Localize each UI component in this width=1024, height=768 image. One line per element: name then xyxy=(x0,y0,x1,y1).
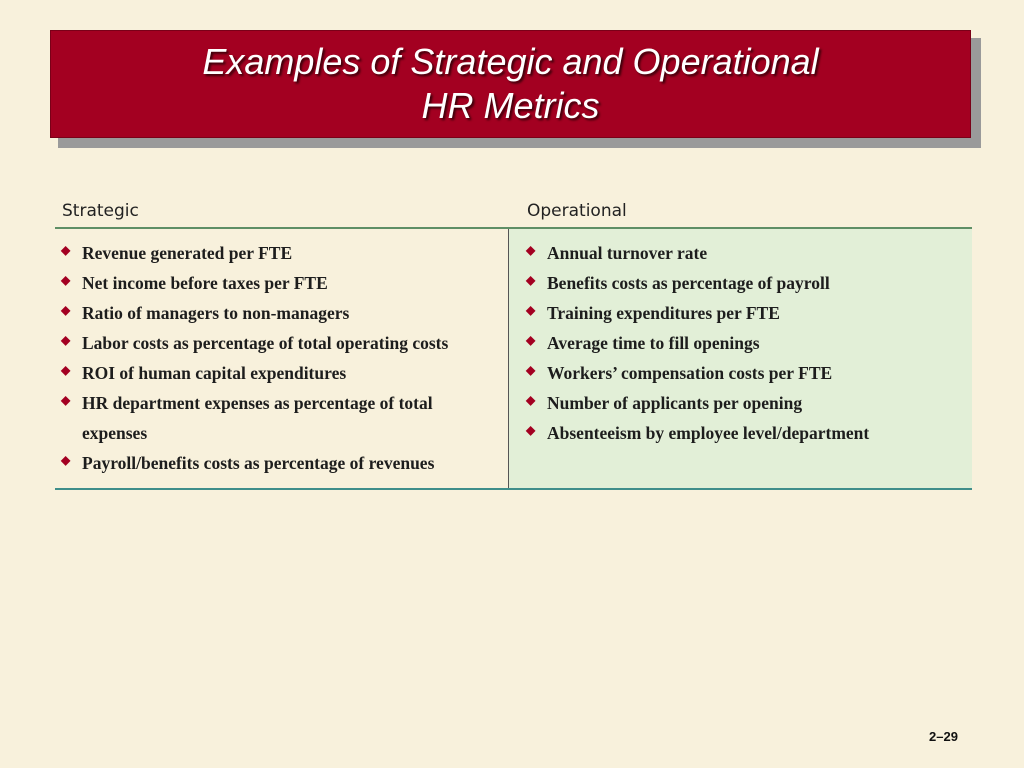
diamond-bullet-icon: ◆ xyxy=(61,363,71,377)
metrics-table xyxy=(55,193,972,490)
list-item xyxy=(526,418,972,448)
diamond-bullet-icon: ◆ xyxy=(61,333,71,347)
diamond-bullet-icon: ◆ xyxy=(526,333,536,347)
list-item xyxy=(526,358,972,388)
title-banner xyxy=(50,30,971,138)
operational-header: Operational xyxy=(527,201,627,221)
operational-list xyxy=(526,238,972,448)
list-item-text: Labor costs as percentage of total operating costs xyxy=(82,333,449,353)
slide-title-line-2: HR Metrics xyxy=(421,85,600,126)
list-item xyxy=(61,358,508,388)
diamond-bullet-icon: ◆ xyxy=(526,393,536,407)
list-item-text: HR department expenses as percentage of total expenses xyxy=(82,393,433,443)
list-item xyxy=(61,298,508,328)
diamond-bullet-icon: ◆ xyxy=(526,303,536,317)
list-item xyxy=(61,328,508,358)
diamond-bullet-icon: ◆ xyxy=(526,363,536,377)
list-item xyxy=(526,298,972,328)
list-item-text: Benefits costs as percentage of payroll xyxy=(547,273,830,293)
strategic-column xyxy=(55,229,509,488)
list-item-text: Absenteeism by employee level/department xyxy=(547,423,870,443)
list-item-text: Average time to fill openings xyxy=(547,333,760,353)
diamond-bullet-icon: ◆ xyxy=(526,273,536,287)
slide-number: 2–29 xyxy=(929,729,958,744)
list-item xyxy=(526,268,972,298)
list-item-text: Ratio of managers to non-managers xyxy=(82,303,350,323)
list-item-text: Number of applicants per opening xyxy=(547,393,803,413)
list-item-text: ROI of human capital expenditures xyxy=(82,363,347,383)
list-item xyxy=(526,328,972,358)
slide-title-line-1: Examples of Strategic and Operational xyxy=(202,41,819,82)
list-item xyxy=(61,268,508,298)
diamond-bullet-icon: ◆ xyxy=(526,243,536,257)
diamond-bullet-icon: ◆ xyxy=(61,243,71,257)
table-body-row xyxy=(55,229,972,490)
list-item xyxy=(526,388,972,418)
operational-column xyxy=(509,229,972,488)
diamond-bullet-icon: ◆ xyxy=(61,453,71,467)
list-item xyxy=(526,238,972,268)
strategic-header: Strategic xyxy=(62,201,139,221)
list-item xyxy=(61,448,508,478)
strategic-list xyxy=(61,238,508,478)
diamond-bullet-icon: ◆ xyxy=(526,423,536,437)
list-item-text: Net income before taxes per FTE xyxy=(82,273,328,293)
list-item-text: Annual turnover rate xyxy=(547,243,708,263)
list-item-text: Training expenditures per FTE xyxy=(547,303,780,323)
diamond-bullet-icon: ◆ xyxy=(61,393,71,407)
list-item xyxy=(61,388,508,448)
diamond-bullet-icon: ◆ xyxy=(61,303,71,317)
diamond-bullet-icon: ◆ xyxy=(61,273,71,287)
list-item-text: Payroll/benefits costs as percentage of revenues xyxy=(82,453,435,473)
list-item-text: Revenue generated per FTE xyxy=(82,243,293,263)
list-item xyxy=(61,238,508,268)
list-item-text: Workers’ compensation costs per FTE xyxy=(547,363,833,383)
table-header-row xyxy=(55,193,972,229)
